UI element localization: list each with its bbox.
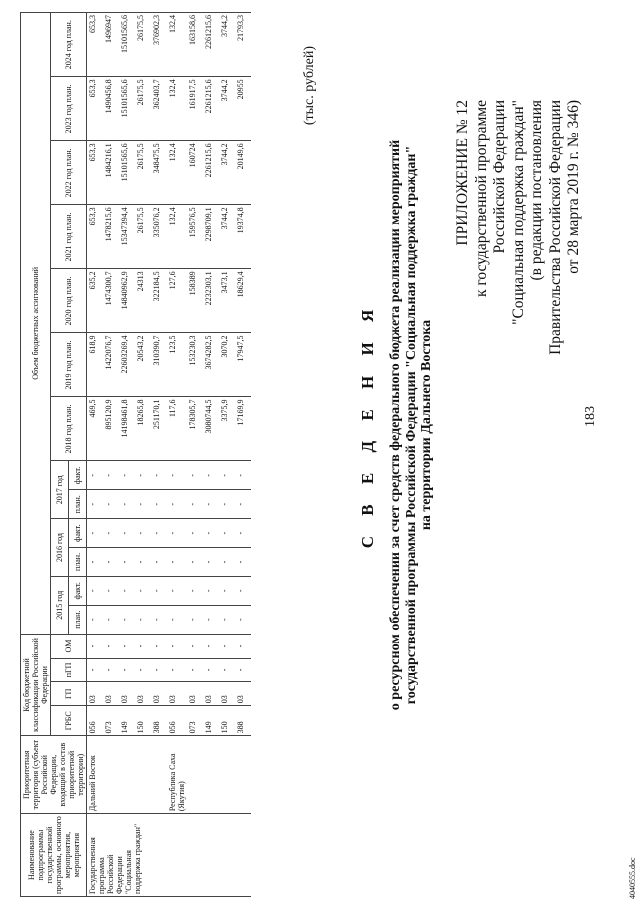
empty-value-cell: - [235,576,251,605]
territory-cell [219,736,235,814]
empty-value-cell: - [135,490,151,519]
value-cell: 310390,7 [151,333,167,397]
empty-value-cell: - [203,605,219,634]
appendix-line: от 28 марта 2019 г. № 346) [565,100,582,274]
value-cell: 15347394,4 [119,205,135,269]
pgp-cell: - [167,658,187,682]
empty-value-cell: - [235,548,251,577]
value-cell: 15101565,6 [119,13,135,77]
gp-cell: 03 [235,682,251,706]
pgp-cell: - [219,658,235,682]
pgp-cell: - [187,658,203,682]
table-row [87,13,104,897]
value-cell: 335076,2 [151,205,167,269]
om-cell: - [203,634,219,658]
empty-value-cell: - [151,461,167,490]
value-cell: 653,3 [87,141,104,205]
value-cell: 18265,8 [135,397,151,461]
empty-value-cell: - [151,519,167,548]
empty-value-cell: - [219,605,235,634]
value-cell: 1484216,1 [103,141,119,205]
value-cell: 26175,5 [135,13,151,77]
value-cell: 20149,6 [235,141,251,205]
value-cell: 251170,1 [151,397,167,461]
value-cell: 3744,2 [219,13,235,77]
header-territory: Приоритетная территория (субъект Российской Федерации, входящий в состав приоритетной территории) [21,736,87,814]
pgp-cell: - [203,658,219,682]
header-year-2018: 2018 год план. [51,397,87,461]
subtitle-line: государственной программы Российской Федерации "Социальная поддержка граждан" [403,145,419,705]
empty-value-cell: - [187,519,203,548]
header-year-2017: 2017 год [51,461,69,519]
value-cell: 15101565,6 [119,77,135,141]
om-cell: - [87,634,104,658]
empty-value-cell: - [103,461,119,490]
pgp-cell: - [103,658,119,682]
empty-value-cell: - [103,548,119,577]
grbs-cell: 388 [151,706,167,736]
gp-cell: 03 [151,682,167,706]
header-name: Наименование подпрограммы государственной программы, основного мероприятия, мероприятия [21,814,87,897]
empty-value-cell: - [87,605,104,634]
pgp-cell: - [151,658,167,682]
appendix-block [454,100,584,520]
empty-value-cell: - [235,461,251,490]
empty-value-cell: - [151,576,167,605]
value-cell: 1478215,6 [103,205,119,269]
value-cell: 20955 [235,77,251,141]
value-cell: 2261215,6 [203,141,219,205]
empty-value-cell: - [87,519,104,548]
value-cell: 132,4 [167,205,187,269]
empty-value-cell: - [87,490,104,519]
empty-value-cell: - [119,548,135,577]
subtitle-line: на территории Дальнего Востока [419,319,434,531]
pgp-cell: - [235,658,251,682]
empty-value-cell: - [187,461,203,490]
territory-cell [203,736,219,814]
value-cell: 895120,9 [103,397,119,461]
empty-value-cell: - [103,576,119,605]
header-gp: ГП [51,682,87,706]
value-cell: 26175,5 [135,77,151,141]
grbs-cell: 388 [235,706,251,736]
value-cell: 24313 [135,269,151,333]
value-cell: 469,5 [87,397,104,461]
grbs-cell: 073 [103,706,119,736]
empty-value-cell: - [135,519,151,548]
header-plan: план. [69,548,87,577]
om-cell: - [167,634,187,658]
value-cell: 1422076,7 [103,333,119,397]
empty-value-cell: - [203,490,219,519]
gp-cell: 03 [135,682,151,706]
gp-cell: 03 [187,682,203,706]
program-name: Государственная программа Российской Федерации "Социальная поддержка граждан" [87,814,252,897]
empty-value-cell: - [219,548,235,577]
empty-value-cell: - [203,461,219,490]
table-row [119,13,135,897]
grbs-cell: 149 [119,706,135,736]
gp-cell: 03 [219,682,235,706]
om-cell: - [103,634,119,658]
value-cell: 19374,8 [235,205,251,269]
empty-value-cell: - [135,461,151,490]
pgp-cell: - [87,658,104,682]
value-cell: 17169,9 [235,397,251,461]
value-cell: 26175,5 [135,205,151,269]
header-year-2016: 2016 год [51,519,69,577]
appendix-line: "Социальная поддержка граждан" [509,100,527,325]
empty-value-cell: - [135,605,151,634]
header-year-2024: 2024 год план. [51,13,87,77]
value-cell: 22603269,4 [119,333,135,397]
value-cell: 3070,2 [219,333,235,397]
empty-value-cell: - [167,461,187,490]
om-cell: - [151,634,167,658]
empty-value-cell: - [167,519,187,548]
value-cell: 348475,5 [151,141,167,205]
om-cell: - [135,634,151,658]
empty-value-cell: - [235,519,251,548]
header-year-2021: 2021 год план. [51,205,87,269]
appendix-line: Российской Федерации [491,100,508,254]
pgp-cell: - [135,658,151,682]
gp-cell: 03 [87,682,104,706]
header-year-2020: 2020 год план. [51,269,87,333]
header-year-2019: 2019 год план. [51,333,87,397]
budget-table [20,12,251,897]
empty-value-cell: - [219,490,235,519]
value-cell: 3744,2 [219,205,235,269]
value-cell: 163158,6 [187,13,203,77]
om-cell: - [219,634,235,658]
territory-cell [151,736,167,814]
empty-value-cell: - [187,490,203,519]
header-om: ОМ [51,634,87,658]
empty-value-cell: - [103,490,119,519]
empty-value-cell: - [87,576,104,605]
grbs-cell: 056 [87,706,104,736]
empty-value-cell: - [235,490,251,519]
value-cell: 117,6 [167,397,187,461]
territory-cell: Республика Саха (Якутия) [167,736,187,814]
table-body [87,13,252,897]
value-cell: 132,4 [167,13,187,77]
value-cell: 20543,2 [135,333,151,397]
units-label: (тыс. рублей) [302,46,317,126]
value-cell: 618,9 [87,333,104,397]
value-cell: 26175,5 [135,141,151,205]
gp-cell: 03 [203,682,219,706]
header-year-2015: 2015 год [51,576,69,634]
value-cell: 14840962,9 [119,269,135,333]
empty-value-cell: - [151,548,167,577]
empty-value-cell: - [103,605,119,634]
territory-cell [135,736,151,814]
value-cell: 3744,2 [219,141,235,205]
empty-value-cell: - [203,576,219,605]
value-cell: 178305,7 [187,397,203,461]
grbs-cell: 073 [187,706,203,736]
header-fact: факт. [69,576,87,605]
value-cell: 3744,2 [219,77,235,141]
value-cell: 3674282,5 [203,333,219,397]
empty-value-cell: - [119,605,135,634]
empty-value-cell: - [151,605,167,634]
table-row [167,13,187,897]
pgp-cell: - [119,658,135,682]
header-year-2022: 2022 год план. [51,141,87,205]
value-cell: 160724 [187,141,203,205]
document-id: 4040555.doc [628,857,637,899]
value-cell: 376902,3 [151,13,167,77]
empty-value-cell: - [119,490,135,519]
empty-value-cell: - [187,576,203,605]
value-cell: 127,6 [167,269,187,333]
table-row [235,13,251,897]
value-cell: 2261215,6 [203,13,219,77]
empty-value-cell: - [203,519,219,548]
table-row [103,13,119,897]
header-grbs: ГРБС [51,706,87,736]
value-cell: 635,2 [87,269,104,333]
value-cell: 2298709,1 [203,205,219,269]
territory-cell [235,736,251,814]
empty-value-cell: - [167,576,187,605]
gp-cell: 03 [103,682,119,706]
value-cell: 132,4 [167,77,187,141]
empty-value-cell: - [135,576,151,605]
gp-cell: 03 [167,682,187,706]
value-cell: 1490456,8 [103,77,119,141]
table-row [151,13,167,897]
value-cell: 15101565,6 [119,141,135,205]
subtitle-line: о ресурсном обеспечении за счет средств федерального бюджета реализации мероприятий [388,139,403,711]
value-cell: 159576,5 [187,205,203,269]
header-volume: Объем бюджетных ассигнований [21,13,51,635]
empty-value-cell: - [203,548,219,577]
empty-value-cell: - [119,519,135,548]
page-number: 183 [583,406,598,427]
value-cell: 2232303,1 [203,269,219,333]
value-cell: 14198461,8 [119,397,135,461]
value-cell: 3080744,5 [203,397,219,461]
empty-value-cell: - [151,490,167,519]
appendix-line: (в редакции постановления [528,100,545,281]
empty-value-cell: - [167,605,187,634]
empty-value-cell: - [219,576,235,605]
grbs-cell: 056 [167,706,187,736]
header-fact: факт. [69,461,87,490]
value-cell: 322184,5 [151,269,167,333]
table-row [203,13,219,897]
empty-value-cell: - [167,490,187,519]
empty-value-cell: - [87,548,104,577]
value-cell: 362403,7 [151,77,167,141]
value-cell: 158389 [187,269,203,333]
appendix-line: ПРИЛОЖЕНИЕ № 12 [454,100,471,246]
empty-value-cell: - [167,548,187,577]
empty-value-cell: - [103,519,119,548]
om-cell: - [187,634,203,658]
value-cell: 17947,5 [235,333,251,397]
value-cell: 3375,9 [219,397,235,461]
grbs-cell: 150 [219,706,235,736]
value-cell: 123,5 [167,333,187,397]
table-row [187,13,203,897]
header-year-2023: 2023 год план. [51,77,87,141]
empty-value-cell: - [235,605,251,634]
header-pgp: пГП [51,658,87,682]
header-fact: факт. [69,519,87,548]
value-cell: 1496947 [103,13,119,77]
table-row [135,13,151,897]
header-budget-code: Код бюджетной классификации Российской Федерации [21,634,51,736]
grbs-cell: 150 [135,706,151,736]
empty-value-cell: - [119,461,135,490]
gp-cell: 03 [119,682,135,706]
empty-value-cell: - [119,576,135,605]
value-cell: 161917,5 [187,77,203,141]
title-block [358,45,435,805]
header-plan: план. [69,605,87,634]
document-heading: С В Е Д Е Н И Я [358,301,377,549]
value-cell: 1474300,7 [103,269,119,333]
header-plan: план. [69,490,87,519]
empty-value-cell: - [187,548,203,577]
value-cell: 653,3 [87,13,104,77]
appendix-line: к государственной программе [472,100,490,298]
value-cell: 21793,3 [235,13,251,77]
value-cell: 653,3 [87,205,104,269]
territory-cell: Дальний Восток [87,736,104,814]
om-cell: - [235,634,251,658]
empty-value-cell: - [87,461,104,490]
value-cell: 2261215,6 [203,77,219,141]
value-cell: 18629,4 [235,269,251,333]
territory-cell [119,736,135,814]
value-cell: 132,4 [167,141,187,205]
value-cell: 3473,1 [219,269,235,333]
grbs-cell: 149 [203,706,219,736]
territory-cell [187,736,203,814]
empty-value-cell: - [187,605,203,634]
appendix-line: Правительства Российской Федерации [546,100,564,355]
table-row [219,13,235,897]
empty-value-cell: - [135,548,151,577]
empty-value-cell: - [219,461,235,490]
om-cell: - [119,634,135,658]
territory-cell [103,736,119,814]
document-subtitle [388,45,435,805]
empty-value-cell: - [219,519,235,548]
value-cell: 153230,3 [187,333,203,397]
value-cell: 653,3 [87,77,104,141]
